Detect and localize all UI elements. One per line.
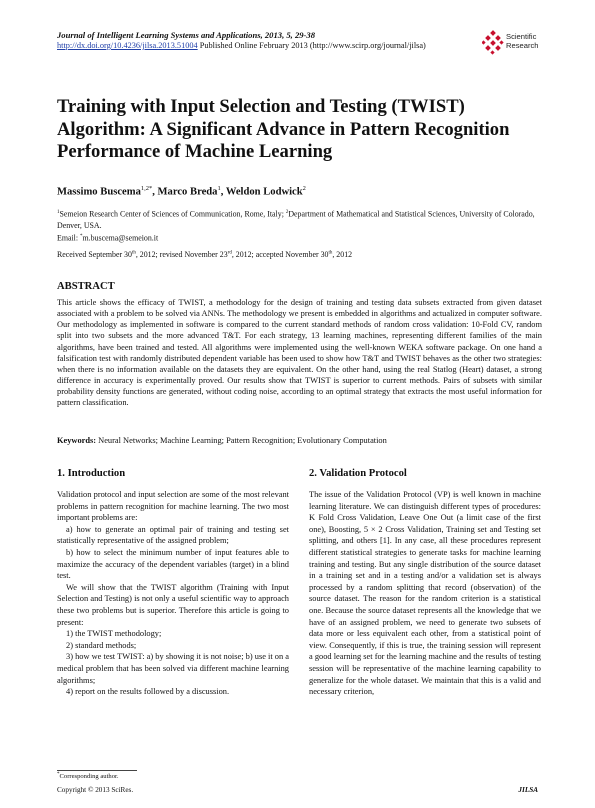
author-3-sup: 2 — [302, 185, 306, 192]
affil-2: Department of Mathematical and Statistical Sciences, University of Colorado, Denver, USA. — [57, 209, 535, 230]
section-1-para-1: Validation protocol and input selection are some of the most relevant problems in pattern recognition for machine learning. The two most important problems are: — [57, 490, 289, 523]
publisher-logo-text — [506, 32, 539, 50]
section-1-list-4: 4) report on the results followed by a discussion. — [66, 687, 230, 697]
abstract-body: This article shows the efficacy of TWIST, a methodology for the design of training and testing data subsets extracted from given dataset associated with a problem to be solved via ANNs. The methodology we present is embedded in algorithms and actualized in computer software. Our methodology as implemented in software is compared to the current standard methods of random cross validation: 10-Fold CV, random split into two subsets and the more advanced T&T. For each strategy, 13 learning machines, representing different families of the main algorithms, have been trained and tested. All algorithms were implemented using the well-known WEKA software package. On one hand a falsification test with randomly distributed dependent variable has been used to show how T&T and TWIST behaves as the other two strategies: when there is no information available on the datasets they are equivalent. On the other hand, using the real Statlog (Heart) dataset, a strong difference in accuracy is experimentally proved. Our results show that TWIST is superior to current methods. Pairs of subsets with similar probability density functions are generated, without coding noise, according to an optimal strategy that extracts the most useful information for pattern classification. — [57, 298, 542, 408]
author-2: Marco Breda — [157, 186, 218, 198]
section-2-heading: 2. Validation Protocol — [309, 468, 407, 479]
logo-line-2: Research — [506, 41, 539, 50]
email-label: Email: — [57, 233, 81, 243]
email-address[interactable]: m.buscema@semeion.it — [82, 233, 159, 243]
keywords — [57, 436, 542, 445]
journal-abbreviation: JILSA — [518, 786, 538, 794]
received-sup-1: th — [131, 250, 136, 256]
doi-link[interactable]: http://dx.doi.org/10.4236/jilsa.2013.51004 — [57, 41, 198, 50]
received-sup-2: rd — [227, 250, 232, 256]
section-1-list-1: 1) the TWIST methodology; — [66, 629, 162, 639]
received-text-1: Received September 30 — [57, 250, 132, 259]
affil-1-sup: 1 — [57, 210, 60, 215]
footnote — [57, 772, 118, 780]
keywords-list: Neural Networks; Machine Learning; Pattern Recognition; Evolutionary Computation — [96, 436, 387, 445]
publisher-logo — [482, 27, 542, 67]
affil-2-sup: 2 — [285, 210, 289, 215]
doi-line — [57, 41, 426, 50]
email-sup: * — [80, 233, 83, 239]
received-text-3: , 2012; accepted November 30 — [231, 250, 329, 259]
author-1-sup: 1,2* — [140, 185, 153, 192]
author-2-sup: 1 — [217, 185, 221, 192]
received-text-2: , 2012; revised November 23 — [135, 250, 228, 259]
section-1-list-3: 3) how we test TWIST: a) by showing it is not noise; b) use it on a medical problem that has been solved via different machine learning algorithms; — [57, 652, 289, 685]
affiliations — [57, 207, 542, 243]
journal-name: Journal of Intelligent Learning Systems and Applications — [57, 30, 261, 40]
abstract-heading: ABSTRACT — [57, 281, 115, 292]
section-1-item-b: b) how to select the minimum number of input features able to maximize the accuracy of the dependent variables (target) in a blind test. — [57, 547, 289, 581]
section-1-body — [57, 489, 289, 698]
journal-citation — [57, 30, 315, 40]
footnote-divider — [57, 770, 137, 771]
received-dates — [57, 250, 352, 259]
volume-info: , 2013, 5, 29-38 — [260, 30, 316, 40]
section-1-item-a: a) how to generate an optimal pair of training and testing set statistically representative of the assigned problem; — [57, 524, 289, 546]
copyright: Copyright © 2013 SciRes. — [57, 786, 134, 794]
section-2-body — [309, 489, 541, 698]
published-info: Published Online February 2013 (http://www.scirp.org/journal/jilsa) — [197, 41, 426, 50]
affil-1: Semeion Research Center of Sciences of Communication, Rome, Italy; — [59, 209, 286, 219]
section-2-para-1: The issue of the Validation Protocol (VP) is well known in machine learning literature. We can distinguish different types of procedures: K Fold Cross Validation, Leave One Out (a limit case of the first one), Boosting, 5 × 2 Cross Validation, Training set and Testing set splitting, and others [1]. In any case, all these procedures represent different statistical strategies to generate tasks for machine learning training and testing. But any single distribution of the source dataset in a training set and in a testing and/or a validation set is always processed by a random splitting that record (observation) of the source dataset. The reason for the random criterion is a statistical one. Because the source dataset represents all the knowledge that we have of an assigned problem, we need to generate two subsets of data more or less equivalent each other, from a statistical point of view. Consequently, if this is true, the training session will represent a good learning set for the learning machine and the results of testing session will be representative of the machine learning capability to generalize for the whole dataset. We maintain that this is a valid and necessary criterion, — [309, 490, 541, 697]
section-1-list-2: 2) standard methods; — [66, 640, 137, 650]
author-1: Massimo Buscema — [57, 186, 141, 198]
publisher-logo-icon — [482, 30, 504, 56]
keywords-label: Keywords: — [57, 436, 97, 445]
logo-line-1: Scientific — [506, 32, 537, 41]
author-3: Weldon Lodwick — [225, 186, 303, 198]
footnote-sup: * — [57, 772, 60, 777]
author-list: Massimo Buscema$^{1,2*}$, Marco Breda$^1$, Weldon Lodwick$^2$ — [57, 185, 306, 198]
received-sup-3: th — [328, 250, 333, 256]
received-text-4: , 2012 — [332, 250, 353, 259]
section-1-para-2: We will show that the TWIST algorithm (Training with Input Selection and Testing) is not only a useful scientific way to approach these two problems but is superior. Therefore this article is going to present: — [57, 582, 289, 627]
section-1-heading: 1. Introduction — [57, 468, 126, 479]
footnote-text: Corresponding author. — [59, 773, 119, 781]
paper-title: Training with Input Selection and Testing (TWIST) Algorithm: A Significant Advance in Pattern Recognition Performance of Machine Learning — [57, 96, 510, 162]
